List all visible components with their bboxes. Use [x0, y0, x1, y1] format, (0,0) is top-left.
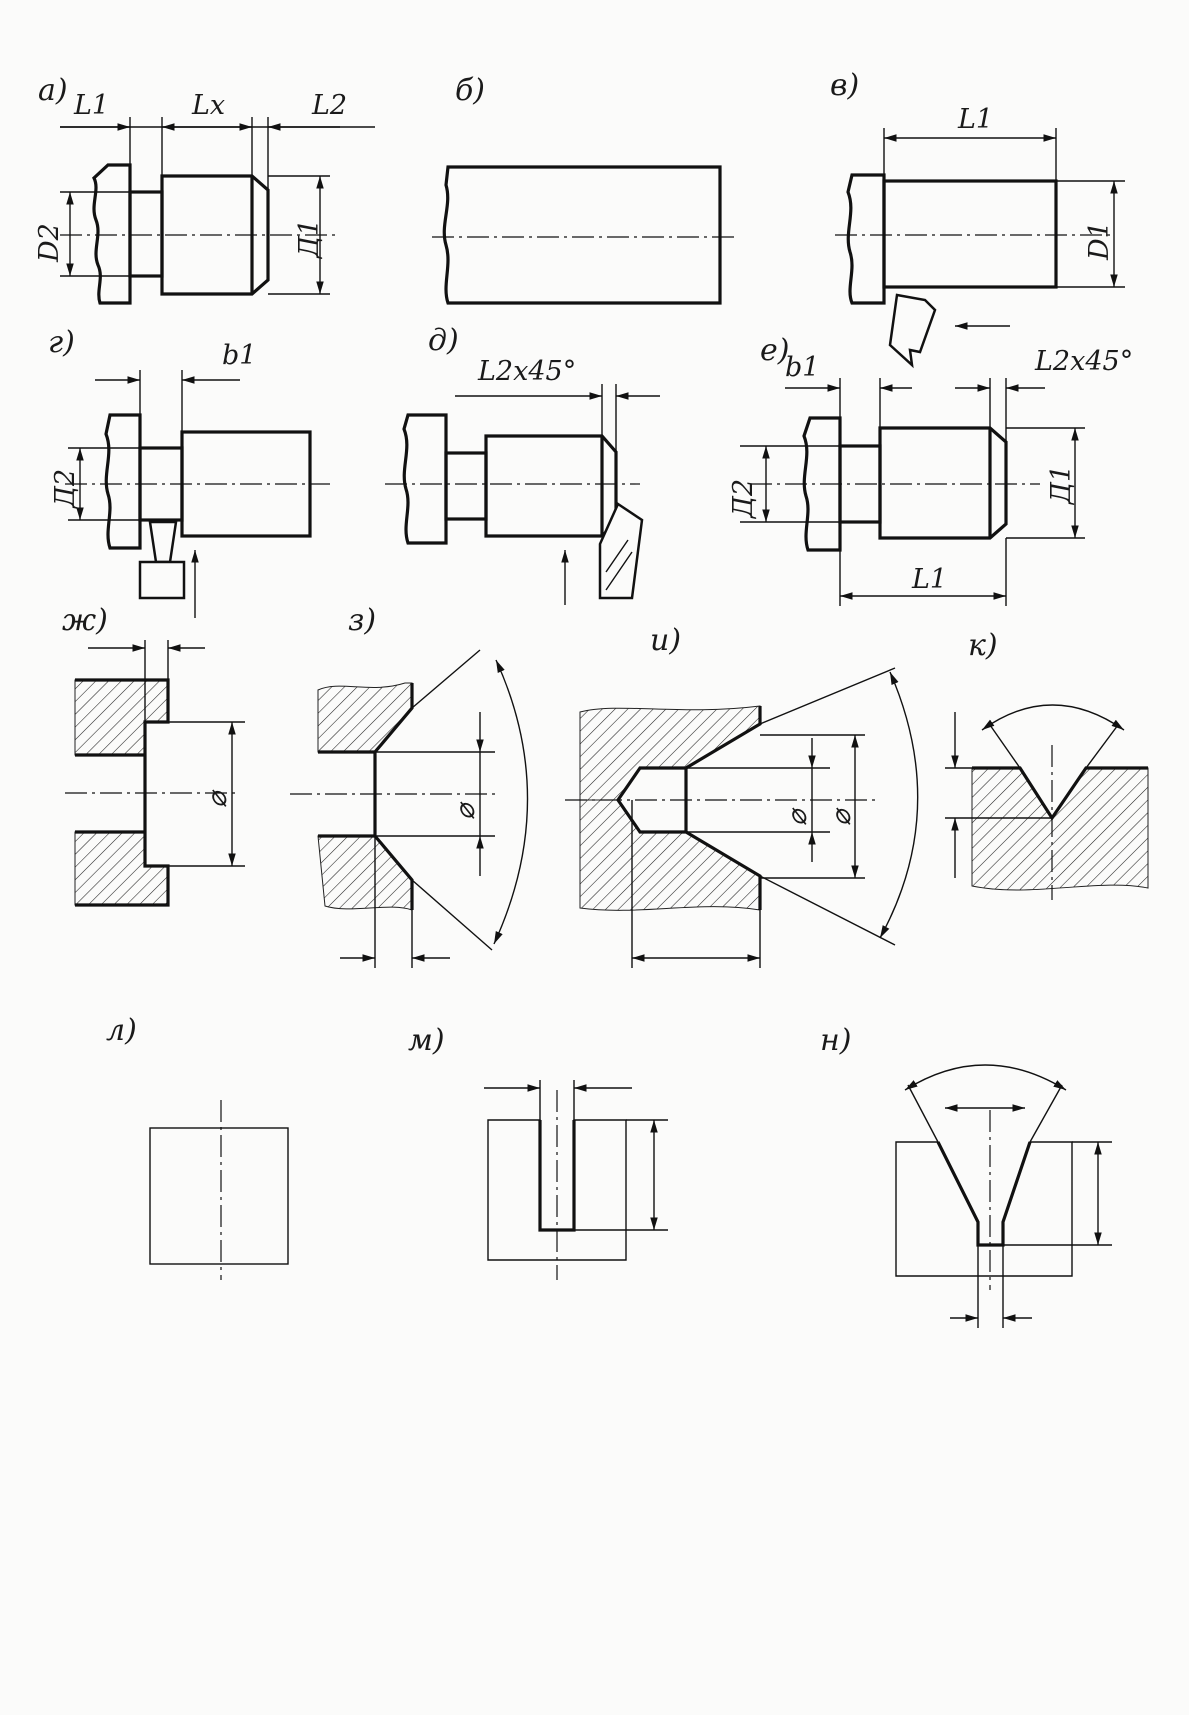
panel-l: [106, 1013, 288, 1280]
dim-a-L2: L2: [312, 90, 348, 121]
panel-label-k: к): [968, 628, 998, 663]
dim-a-Lx: Lx: [192, 90, 226, 121]
panel-n: [820, 1023, 1112, 1328]
panel-k: [945, 628, 1148, 900]
blank-l: [150, 1128, 288, 1264]
panel-v: [830, 68, 1125, 365]
dim-e-L2x45: L2x45°: [1035, 346, 1134, 377]
panel-label-i: и): [650, 623, 682, 658]
panel-label-g: г): [48, 325, 75, 360]
panel-label-n: н): [820, 1023, 852, 1058]
panel-label-zh: ж): [62, 603, 108, 638]
dim-e-D1: Д1: [1046, 464, 1077, 504]
dim-e-D2: Д2: [728, 478, 759, 518]
panel-i: [565, 623, 918, 968]
panel-label-b: б): [455, 73, 486, 108]
dim-a-D2: D2: [34, 223, 65, 262]
panel-label-e: е): [760, 333, 790, 368]
panel-label-v: в): [830, 68, 860, 103]
panel-b: [432, 73, 738, 303]
part-e-body: [880, 428, 1006, 538]
dim-a-L1: L1: [74, 90, 110, 121]
dim-g-b1: b1: [222, 340, 257, 371]
panel-m: [408, 1023, 668, 1280]
panel-label-a: а): [38, 73, 68, 108]
section-zh-bottom: [75, 832, 168, 905]
panel-z: [290, 603, 528, 968]
part-a-flange: [94, 165, 130, 303]
panel-label-d: д): [428, 323, 459, 358]
panel-label-l: л): [106, 1013, 137, 1048]
dim-v-D1: D1: [1084, 221, 1115, 260]
blank-n: [896, 1142, 1072, 1276]
panel-a: [34, 73, 375, 303]
dim-d-L2x45: L2x45°: [478, 356, 577, 387]
dim-z-dia: ⌀: [450, 803, 481, 820]
section-z-top: [318, 683, 412, 752]
part-a-neck: [130, 192, 162, 276]
panel-d: [385, 323, 660, 605]
tool-holder-g: [140, 562, 184, 598]
dim-zh-dia: ⌀: [202, 791, 233, 808]
section-z-bottom: [318, 836, 412, 910]
dim-v-L1: L1: [958, 104, 994, 135]
dim-i-dia-outer: ⌀: [826, 809, 857, 826]
panel-g: [48, 325, 330, 618]
dim-i-dia-inner: ⌀: [782, 809, 813, 826]
panel-e: [728, 333, 1133, 606]
section-zh-top: [75, 680, 168, 755]
part-v-body: [884, 181, 1056, 287]
section-k: [972, 768, 1148, 890]
section-i-top: [580, 706, 760, 800]
part-d-neck: [446, 453, 486, 519]
part-v-flange: [848, 175, 884, 303]
dim-e-b1: b1: [785, 352, 820, 383]
part-d-body: [486, 436, 616, 536]
dim-e-L1: L1: [912, 564, 948, 595]
dim-a-D1: Д1: [294, 218, 325, 258]
part-g-flange: [106, 415, 140, 548]
part-d-flange: [404, 415, 446, 543]
grooving-tool-g: [150, 522, 176, 562]
dim-g-D2: Д2: [50, 468, 81, 508]
panel-label-z: з): [348, 603, 377, 638]
blank-b: [444, 167, 720, 303]
panel-zh: [62, 603, 245, 905]
section-i-bottom: [580, 800, 760, 910]
cutting-tool-v: [890, 295, 935, 365]
panel-label-m: м): [408, 1023, 445, 1058]
